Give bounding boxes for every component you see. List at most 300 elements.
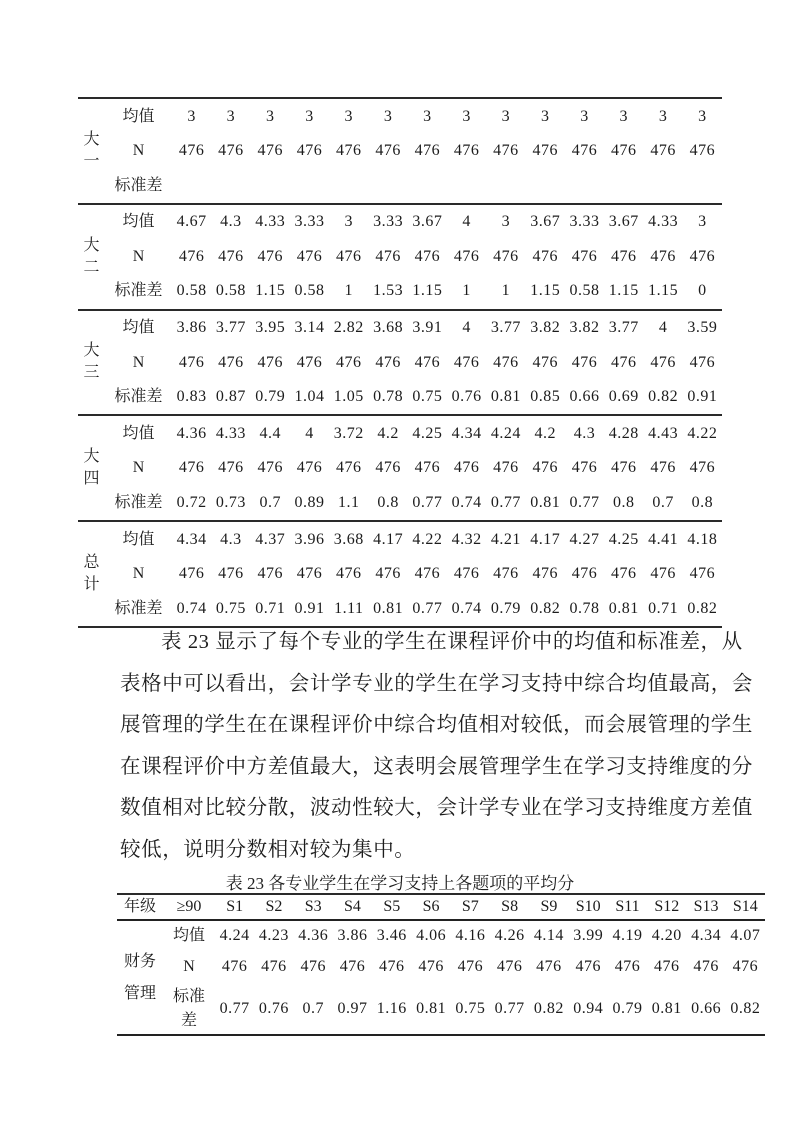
value-cell: 3	[501, 213, 511, 231]
value-cell: 476	[614, 958, 641, 976]
value-cell: 1.15	[530, 282, 561, 300]
table-section	[78, 99, 722, 205]
value-cell: 4.25	[412, 424, 443, 442]
value-cell: 0.91	[294, 599, 325, 617]
value-cell: 476	[178, 353, 205, 371]
value-cell: 0.81	[490, 388, 521, 406]
value-cell: 3	[344, 107, 354, 125]
value-cell: 3.59	[687, 319, 718, 337]
group-label-text: 大二	[83, 236, 100, 276]
value-cell: 0.81	[530, 494, 561, 512]
row-label: N	[132, 353, 145, 371]
value-cell: 0.81	[608, 599, 639, 617]
value-cell: 3	[265, 107, 275, 125]
value-cell: 0.58	[176, 282, 207, 300]
table-section	[117, 921, 765, 1036]
value-cell: 3.91	[412, 319, 443, 337]
value-cell: 1.05	[333, 388, 364, 406]
value-cell: 4.21	[490, 530, 521, 548]
value-cell: 476	[689, 142, 716, 160]
value-cell: 0.74	[451, 599, 482, 617]
group-label	[78, 311, 105, 415]
value-cell: 476	[536, 958, 562, 976]
value-cell: 476	[379, 958, 405, 976]
value-cell: 476	[336, 459, 362, 477]
value-cell: 476	[571, 142, 598, 160]
value-cell: 476	[178, 565, 205, 583]
value-cell: 476	[732, 958, 759, 976]
table-section	[78, 522, 722, 628]
value-cell: 476	[339, 958, 366, 976]
value-cell: 476	[532, 247, 558, 265]
value-cell: 476	[493, 565, 519, 583]
row-label-text: 标准差	[172, 988, 205, 1029]
value-cell: 3.33	[373, 213, 404, 231]
value-cell: 4.26	[494, 927, 525, 945]
value-cell: 4.2	[377, 424, 399, 442]
row-label: N	[132, 142, 145, 160]
value-cell: 476	[532, 565, 558, 583]
value-cell: 0.82	[648, 388, 679, 406]
value-cell: 3.82	[530, 319, 561, 337]
column-header: S2	[265, 898, 283, 916]
value-cell: 476	[532, 353, 558, 371]
value-cell: 3.77	[490, 319, 521, 337]
column-header: S11	[615, 898, 640, 916]
value-cell: 476	[650, 459, 676, 477]
value-cell: 476	[336, 353, 362, 371]
value-cell: 3	[226, 107, 236, 125]
value-cell: 0.66	[691, 999, 722, 1017]
value-cell: 4.33	[255, 213, 286, 231]
value-cell: 0.77	[490, 494, 521, 512]
value-cell: 4.23	[258, 927, 289, 945]
table-caption: 表 23 各专业学生在学习支持上各题项的平均分	[225, 874, 575, 893]
value-cell: 4.16	[455, 927, 486, 945]
value-cell: 0.58	[294, 282, 325, 300]
value-cell: 0.82	[530, 599, 561, 617]
value-cell: 476	[532, 459, 558, 477]
value-cell: 1.15	[255, 282, 286, 300]
value-cell: 476	[689, 459, 716, 477]
value-cell: 476	[296, 142, 323, 160]
row-label: 均值	[122, 424, 155, 442]
value-cell: 4.3	[573, 424, 596, 442]
column-header: ≥90	[176, 898, 202, 916]
value-cell: 4.06	[416, 927, 447, 945]
value-cell: 4.34	[691, 927, 722, 945]
value-cell: 3.82	[569, 319, 600, 337]
value-cell: 476	[493, 247, 519, 265]
value-cell: 0.83	[176, 388, 207, 406]
value-cell: 4.07	[730, 927, 761, 945]
value-cell: 3	[540, 107, 550, 125]
value-cell: 476	[218, 565, 244, 583]
value-cell: 0.79	[255, 388, 286, 406]
column-header: 年级	[123, 898, 156, 916]
row-label: 标准差	[114, 388, 163, 406]
value-cell: 1.15	[648, 282, 679, 300]
value-cell: 476	[496, 958, 523, 976]
value-cell: 3	[383, 107, 393, 125]
value-cell: 0.89	[294, 494, 325, 512]
column-header: S8	[501, 898, 519, 916]
value-cell: 3.86	[176, 319, 207, 337]
value-cell: 476	[178, 247, 205, 265]
value-cell: 0.7	[652, 494, 674, 512]
value-cell: 4.33	[215, 424, 246, 442]
value-cell: 476	[218, 142, 244, 160]
value-cell: 3.33	[569, 213, 600, 231]
value-cell: 476	[453, 353, 480, 371]
column-header: S6	[422, 898, 440, 916]
value-cell: 0.78	[569, 599, 600, 617]
table-section	[78, 311, 722, 417]
value-cell: 3	[658, 107, 668, 125]
value-cell: 4.67	[176, 213, 207, 231]
value-cell: 476	[493, 459, 519, 477]
value-cell: 476	[257, 565, 283, 583]
value-cell: 0.82	[687, 599, 718, 617]
value-cell: 4.24	[219, 927, 250, 945]
value-cell: 476	[650, 247, 676, 265]
value-cell: 0.91	[687, 388, 718, 406]
value-cell: 1.15	[608, 282, 639, 300]
value-cell: 476	[414, 459, 441, 477]
value-cell: 0.78	[373, 388, 404, 406]
column-header: S10	[575, 898, 601, 916]
value-cell: 0.7	[302, 999, 324, 1017]
value-cell: 476	[221, 958, 248, 976]
value-cell: 476	[375, 142, 401, 160]
value-cell: 0.79	[612, 999, 643, 1017]
value-cell: 476	[336, 142, 362, 160]
value-cell: 3	[698, 213, 707, 231]
value-cell: 476	[611, 353, 637, 371]
value-cell: 476	[178, 142, 205, 160]
value-cell: 0.7	[259, 494, 281, 512]
paragraph-line: 表格中可以看出，会计学专业的学生在学习支持中综合均值最高，会	[120, 672, 753, 695]
value-cell: 476	[414, 247, 441, 265]
value-cell: 0.81	[373, 599, 404, 617]
value-cell: 4.18	[687, 530, 718, 548]
value-cell: 3.96	[294, 530, 325, 548]
value-cell: 0.77	[569, 494, 600, 512]
value-cell: 476	[414, 353, 441, 371]
column-header: S1	[226, 898, 244, 916]
value-cell: 3.67	[530, 213, 561, 231]
value-cell: 476	[218, 353, 244, 371]
value-cell: 3	[501, 107, 511, 125]
value-cell: 0.76	[258, 999, 289, 1017]
paragraph-line: 表 23 显示了每个专业的学生在课程评价中的均值和标准差，从	[161, 631, 743, 653]
value-cell: 476	[375, 459, 401, 477]
value-cell: 0.82	[533, 999, 564, 1017]
value-cell: 476	[532, 142, 558, 160]
value-cell: 476	[611, 142, 637, 160]
group-label	[117, 921, 163, 1034]
paragraph-line: 在课程评价中方差值最大，这表明会展管理学生在学习支持维度的分	[120, 755, 753, 778]
row-label	[163, 955, 215, 978]
value-cell: 0.75	[455, 999, 486, 1017]
value-cell: 476	[414, 565, 441, 583]
row-label: 标准差	[114, 282, 163, 300]
group-label-text: 大一	[83, 130, 100, 170]
value-cell: 0.85	[530, 388, 561, 406]
value-cell: 476	[571, 353, 598, 371]
value-cell: 4.43	[648, 424, 679, 442]
value-cell: 0.77	[412, 599, 443, 617]
value-cell: 476	[453, 565, 480, 583]
value-cell: 0.81	[416, 999, 447, 1017]
value-cell: 476	[178, 459, 205, 477]
value-cell: 476	[575, 958, 601, 976]
value-cell: 476	[493, 142, 519, 160]
value-cell: 476	[453, 247, 480, 265]
value-cell: 4.37	[255, 530, 286, 548]
body-paragraph	[120, 622, 760, 871]
table-section	[78, 205, 722, 311]
value-cell: 0.77	[494, 999, 525, 1017]
value-cell: 4.20	[651, 927, 682, 945]
value-cell: 0.71	[648, 599, 679, 617]
value-cell: 476	[571, 565, 598, 583]
bottom-table-header-row	[117, 895, 765, 921]
value-cell: 0.71	[255, 599, 286, 617]
value-cell: 476	[650, 353, 676, 371]
value-cell: 0.94	[573, 999, 604, 1017]
table-section	[78, 416, 722, 522]
value-cell: 0.66	[569, 388, 600, 406]
value-cell: 1	[501, 282, 511, 300]
group-label	[78, 99, 105, 203]
value-cell: 0.74	[451, 494, 482, 512]
value-cell: 0.82	[730, 999, 761, 1017]
value-cell: 3	[580, 107, 589, 125]
top-table	[78, 97, 722, 628]
value-cell: 3.86	[337, 927, 368, 945]
column-header: S4	[344, 898, 361, 916]
row-label	[163, 924, 215, 947]
value-cell: 476	[611, 459, 637, 477]
value-cell: 4.17	[373, 530, 404, 548]
value-cell: 476	[257, 459, 283, 477]
value-cell: 3.46	[376, 927, 407, 945]
value-cell: 1	[344, 282, 354, 300]
group-label-text: 大四	[83, 448, 100, 488]
value-cell: 476	[375, 565, 401, 583]
value-cell: 476	[375, 247, 401, 265]
row-label: 均值	[122, 319, 155, 337]
paragraph-line: 展管理的学生在在课程评价中综合均值相对较低，而会展管理的学生	[120, 714, 753, 736]
row-label: 均值	[122, 530, 155, 548]
value-cell: 3.67	[412, 213, 443, 231]
value-cell: 3.99	[573, 927, 604, 945]
group-label-text: 总计	[83, 553, 100, 594]
value-cell: 4.27	[569, 530, 600, 548]
bottom-table	[117, 893, 765, 1036]
value-cell: 0.77	[219, 999, 250, 1017]
value-cell: 0.87	[215, 388, 246, 406]
group-label-text: 大三	[83, 342, 100, 382]
value-cell: 4.25	[608, 530, 639, 548]
row-label: 均值	[122, 213, 155, 231]
value-cell: 3.14	[294, 319, 325, 337]
value-cell: 476	[218, 459, 244, 477]
value-cell: 0.8	[691, 494, 714, 512]
value-cell: 3.33	[294, 213, 325, 231]
value-cell: 476	[457, 958, 484, 976]
value-cell: 476	[296, 565, 323, 583]
value-cell: 0.74	[176, 599, 207, 617]
value-cell: 3.68	[373, 319, 404, 337]
value-cell: 0.79	[490, 599, 521, 617]
value-cell: 1.16	[376, 999, 407, 1017]
value-cell: 3	[423, 107, 432, 125]
value-cell: 3	[305, 107, 314, 125]
group-label	[78, 416, 105, 520]
value-cell: 4.36	[176, 424, 207, 442]
value-cell: 4.3	[220, 213, 242, 231]
column-header: S12	[654, 898, 680, 916]
value-cell: 0.75	[215, 599, 246, 617]
group-label-text: 财务管理	[123, 952, 156, 1002]
value-cell: 476	[336, 565, 362, 583]
value-cell: 0.77	[412, 494, 443, 512]
value-cell: 4.17	[530, 530, 561, 548]
value-cell: 3.72	[333, 424, 364, 442]
value-cell: 3	[344, 213, 354, 231]
value-cell: 3.77	[215, 319, 246, 337]
value-cell: 0.69	[608, 388, 639, 406]
value-cell: 0.81	[651, 999, 682, 1017]
value-cell: 476	[336, 247, 362, 265]
value-cell: 0.58	[215, 282, 246, 300]
value-cell: 3	[619, 107, 629, 125]
value-cell: 476	[296, 353, 323, 371]
value-cell: 3.77	[608, 319, 639, 337]
value-cell: 476	[571, 247, 598, 265]
row-label: N	[132, 565, 145, 583]
value-cell: 4.4	[259, 424, 281, 442]
value-cell: 476	[296, 247, 323, 265]
value-cell: 0.75	[412, 388, 443, 406]
value-cell: 476	[257, 353, 283, 371]
value-cell: 476	[418, 958, 444, 976]
value-cell: 476	[453, 459, 480, 477]
value-cell: 476	[654, 958, 680, 976]
value-cell: 3	[698, 107, 707, 125]
value-cell: 0.58	[569, 282, 600, 300]
value-cell: 4.28	[608, 424, 639, 442]
row-label: N	[132, 459, 145, 477]
value-cell: 476	[375, 353, 401, 371]
value-cell: 476	[296, 459, 323, 477]
value-cell: 0	[698, 282, 707, 300]
value-cell: 0.72	[176, 494, 207, 512]
value-cell: 476	[414, 142, 441, 160]
row-label: N	[132, 247, 145, 265]
group-label	[78, 522, 105, 626]
value-cell: 4.33	[648, 213, 679, 231]
value-cell: 476	[300, 958, 326, 976]
row-label: 标准差	[114, 176, 163, 194]
column-header: S7	[461, 898, 479, 916]
value-cell: 0.97	[337, 999, 368, 1017]
row-label	[163, 985, 215, 1031]
value-cell: 3.67	[608, 213, 639, 231]
value-cell: 476	[571, 459, 598, 477]
value-cell: 4	[658, 319, 668, 337]
value-cell: 1.1	[338, 494, 360, 512]
value-cell: 476	[453, 142, 480, 160]
value-cell: 476	[689, 565, 716, 583]
value-cell: 4	[305, 424, 314, 442]
value-cell: 476	[257, 142, 283, 160]
column-header: S5	[383, 898, 401, 916]
value-cell: 476	[493, 353, 519, 371]
value-cell: 0.76	[451, 388, 482, 406]
value-cell: 476	[257, 247, 283, 265]
value-cell: 1.15	[412, 282, 443, 300]
value-cell: 4.34	[451, 424, 482, 442]
value-cell: 1.11	[334, 599, 364, 617]
value-cell: 3	[462, 107, 471, 125]
value-cell: 4.22	[412, 530, 443, 548]
value-cell: 3.95	[255, 319, 286, 337]
value-cell: 3	[187, 107, 196, 125]
paragraph-line: 数值相对比较分散，波动性较大，会计学专业在学习支持维度方差值	[120, 797, 753, 819]
value-cell: 4.41	[648, 530, 679, 548]
value-cell: 4.3	[220, 530, 242, 548]
value-cell: 4.19	[612, 927, 643, 945]
row-label-text: N	[183, 958, 195, 976]
value-cell: 476	[261, 958, 287, 976]
row-label: 均值	[122, 107, 155, 125]
value-cell: 1.04	[294, 388, 325, 406]
group-label	[78, 205, 105, 309]
value-cell: 476	[650, 142, 676, 160]
value-cell: 476	[689, 353, 716, 371]
value-cell: 3.68	[333, 530, 364, 548]
row-label: 标准差	[114, 599, 163, 617]
row-label: 标准差	[114, 494, 163, 512]
column-header: S14	[732, 898, 758, 916]
value-cell: 0.73	[215, 494, 246, 512]
value-cell: 1	[462, 282, 471, 300]
value-cell: 4.22	[687, 424, 718, 442]
value-cell: 2.82	[333, 319, 364, 337]
value-cell: 4.34	[176, 530, 207, 548]
column-header: S3	[304, 898, 322, 916]
row-label-text: 均值	[172, 927, 205, 945]
value-cell: 476	[611, 565, 637, 583]
value-cell: 476	[218, 247, 244, 265]
column-header: S9	[540, 898, 558, 916]
value-cell: 476	[693, 958, 719, 976]
paragraph-line: 较低，说明分数相对较为集中。	[120, 838, 416, 861]
value-cell: 4.36	[298, 927, 329, 945]
value-cell: 476	[689, 247, 716, 265]
column-header: S13	[693, 898, 719, 916]
value-cell: 4.32	[451, 530, 482, 548]
value-cell: 4	[462, 213, 471, 231]
value-cell: 476	[611, 247, 637, 265]
value-cell: 0.8	[377, 494, 399, 512]
value-cell: 1.53	[373, 282, 404, 300]
value-cell: 4	[462, 319, 471, 337]
value-cell: 4.2	[534, 424, 556, 442]
